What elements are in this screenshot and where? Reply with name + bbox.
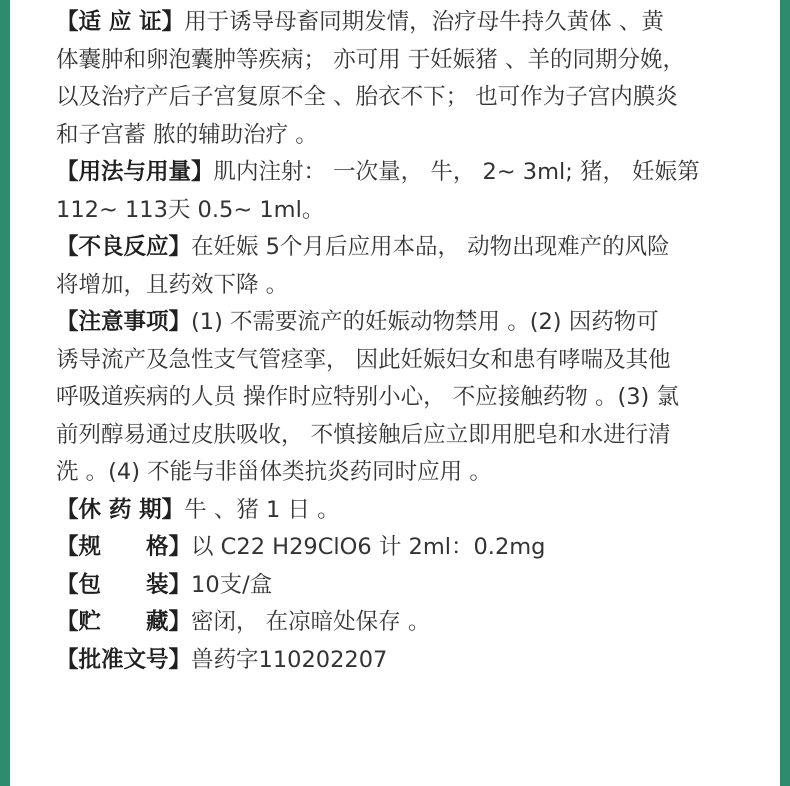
- left-border-bar: [0, 0, 10, 786]
- packaging-line: [56, 567, 746, 605]
- precautions-text: 呼吸道疾病的人员 操作时应特别小心， 不应接触药物 。(3) 氯: [56, 384, 679, 410]
- dosage-line-2: [56, 192, 746, 230]
- adverse-reactions-line-2: [56, 267, 746, 305]
- specification-label: 【规 格】: [56, 534, 192, 560]
- dosage-label: 【用法与用量】: [56, 159, 214, 185]
- precautions-line-3: [56, 379, 746, 417]
- adverse-reactions-text: 将增加，且药效下降 。: [56, 271, 289, 298]
- precautions-line-5: [56, 454, 746, 492]
- drug-instructions: [56, 4, 746, 679]
- withdrawal-period-text: 牛 、猪 1 日 。: [184, 496, 340, 523]
- indications-text: 用于诱导母畜同期发情，治疗母牛持久黄体 、黄: [184, 9, 664, 35]
- precautions-label: 【注意事项】: [56, 309, 192, 335]
- indications-line-2: [56, 42, 746, 80]
- precautions-text: 洗 。(4) 不能与非甾体类抗炎药同时应用 。: [56, 459, 492, 485]
- precautions-line-4: [56, 417, 746, 455]
- precautions-line-1: [56, 304, 746, 342]
- dosage-line-1: [56, 154, 746, 192]
- storage-text: 密闭， 在凉暗处保存 。: [191, 609, 431, 635]
- packaging-label: 【包 装】: [56, 571, 192, 598]
- indications-text: 和子宫蓄 脓的辅助治疗 。: [56, 121, 318, 148]
- dosage-text: 肌内注射： 一次量， 牛， 2~ 3ml; 猪， 妊娠第: [213, 159, 700, 185]
- storage-label: 【贮 藏】: [56, 609, 192, 635]
- adverse-reactions-label: 【不良反应】: [56, 234, 192, 260]
- specification-text: 以 C22 H29ClO6 计 2ml：0.2mg: [191, 534, 546, 560]
- right-border-bar: [780, 0, 790, 786]
- adverse-reactions-text: 在妊娠 5个月后应用本品， 动物出现难产的风险: [191, 234, 670, 260]
- indications-line-3: [56, 79, 746, 117]
- packaging-text: 10支/盒: [191, 571, 273, 598]
- precautions-text: 前列醇易通过皮肤吸收， 不慎接触后应立即用肥皂和水进行清: [56, 421, 671, 448]
- precautions-line-2: [56, 342, 746, 380]
- approval-number-text: 兽药字110202207: [191, 646, 388, 673]
- approval-number-line: [56, 642, 746, 680]
- approval-number-label: 【批准文号】: [56, 646, 192, 673]
- adverse-reactions-line-1: [56, 229, 746, 267]
- precautions-text: 诱导流产及急性支气管痉挛， 因此妊娠妇女和患有哮喘及其他: [56, 346, 671, 373]
- specification-line: [56, 529, 746, 567]
- storage-line: [56, 604, 746, 642]
- indications-text: 以及治疗产后子宫复原不全 、胎衣不下； 也可作为子宫内膜炎: [56, 84, 678, 110]
- withdrawal-period-line: [56, 492, 746, 530]
- indications-label: 【适 应 证】: [56, 9, 185, 35]
- precautions-text: (1) 不需要流产的妊娠动物禁用 。(2) 因药物可: [191, 309, 659, 335]
- indications-line-1: [56, 4, 746, 42]
- withdrawal-period-label: 【休 药 期】: [56, 496, 185, 523]
- indications-line-4: [56, 117, 746, 155]
- dosage-text: 112~ 113天 0.5~ 1ml。: [56, 196, 325, 223]
- indications-text: 体囊肿和卵泡囊肿等疾病； 亦可用 于妊娠猪 、羊的同期分娩，: [56, 46, 685, 73]
